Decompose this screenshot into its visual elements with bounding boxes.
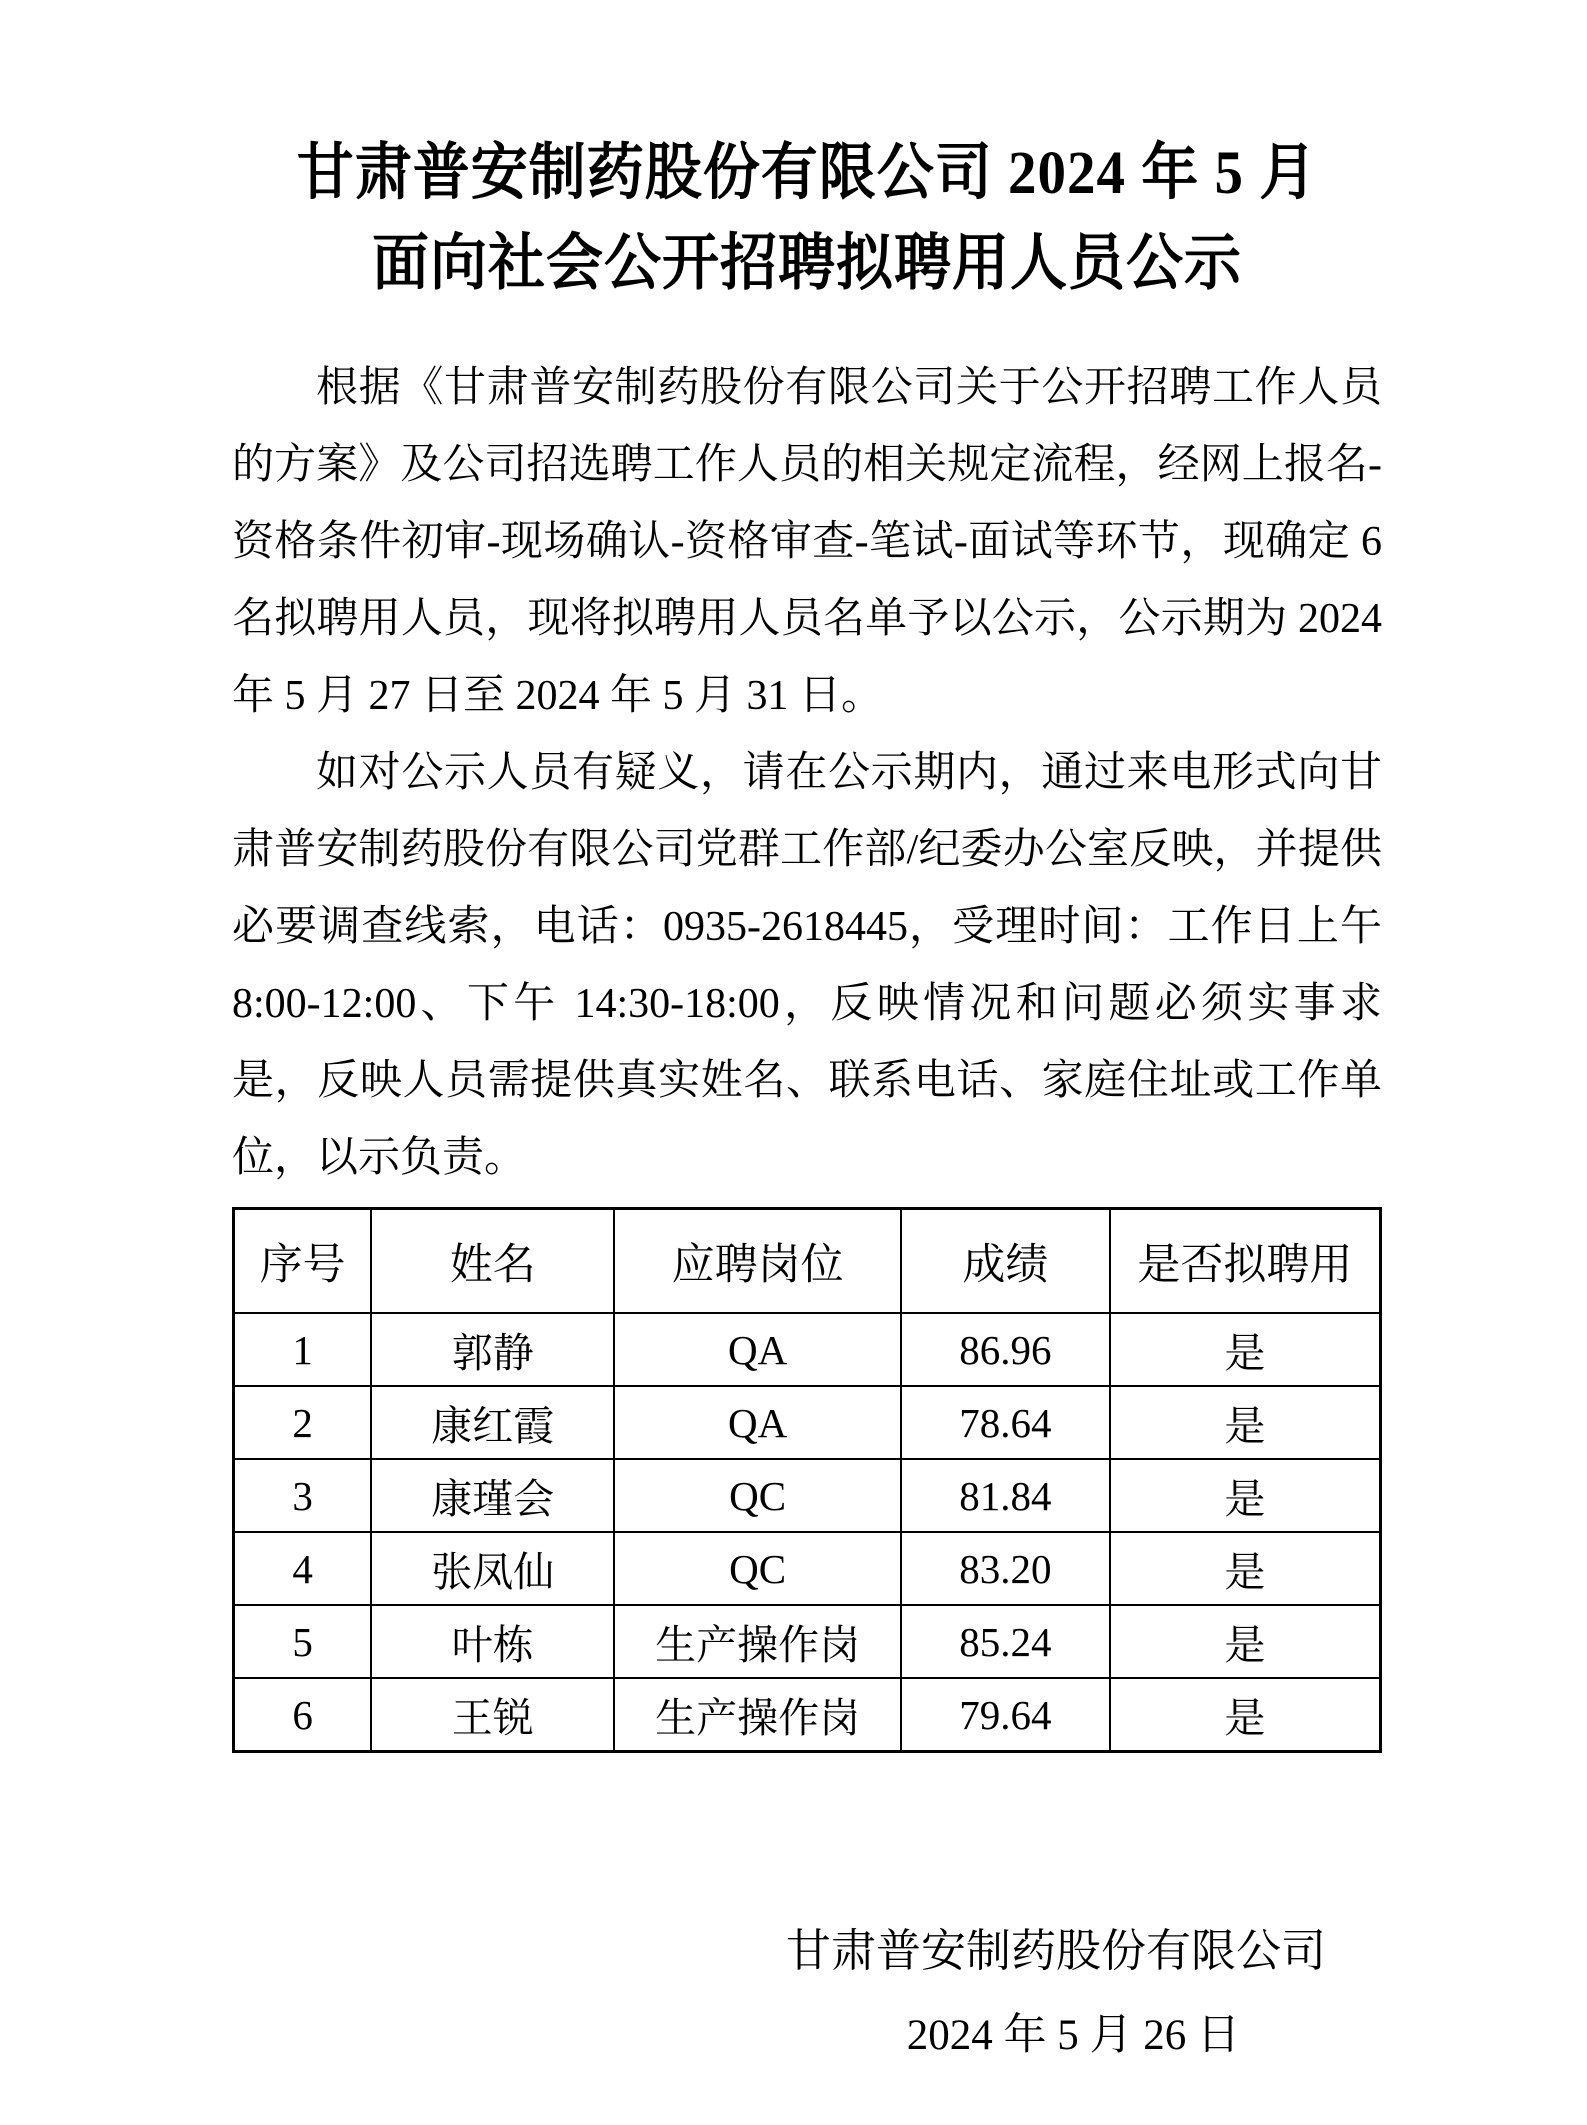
table-cell: QC bbox=[614, 1459, 901, 1532]
table-cell: 1 bbox=[234, 1313, 372, 1386]
table-row bbox=[234, 1678, 1381, 1752]
table-cell: 康红霞 bbox=[371, 1386, 614, 1459]
document-title bbox=[232, 128, 1382, 309]
table-row bbox=[234, 1313, 1381, 1386]
table-cell: 是 bbox=[1110, 1532, 1381, 1605]
paragraph-recruitment-process: 根据《甘肃普安制药股份有限公司关于公开招聘工作人员的方案》及公司招选聘工作人员的相关规定流程，经网上报名-资格条件初审-现场确认-资格审查-笔试-面试等环节，现确定 6 名拟聘用人员，现将拟聘用人员名单予以公示，公示期为 2024 年 5 月 27 日至 2024 年 5 月 31 日。 bbox=[232, 365, 1382, 719]
table-header-cell: 序号 bbox=[234, 1209, 372, 1314]
table-cell: 3 bbox=[234, 1459, 372, 1532]
signature-block bbox=[232, 1925, 1382, 2061]
table-cell: 是 bbox=[1110, 1678, 1381, 1752]
table-header-cell: 成绩 bbox=[901, 1209, 1110, 1314]
table-cell: 生产操作岗 bbox=[614, 1678, 901, 1752]
table-cell: 叶栋 bbox=[371, 1605, 614, 1678]
table-row bbox=[234, 1386, 1381, 1459]
table-cell: 是 bbox=[1110, 1605, 1381, 1678]
table-cell: 郭静 bbox=[371, 1313, 614, 1386]
table-cell: 是 bbox=[1110, 1459, 1381, 1532]
table-cell: 生产操作岗 bbox=[614, 1605, 901, 1678]
table-header-row bbox=[234, 1209, 1381, 1314]
table-header-cell: 是否拟聘用 bbox=[1110, 1209, 1381, 1314]
title-line-1: 甘肃普安制药股份有限公司 2024 年 5 月 bbox=[296, 138, 1318, 207]
table-cell: 王锐 bbox=[371, 1678, 614, 1752]
table-cell: 张凤仙 bbox=[371, 1532, 614, 1605]
table-row bbox=[234, 1605, 1381, 1678]
table-cell: 4 bbox=[234, 1532, 372, 1605]
signature-date: 2024 年 5 月 26 日 bbox=[906, 2012, 1240, 2059]
table-cell: 85.24 bbox=[901, 1605, 1110, 1678]
table-row bbox=[234, 1532, 1381, 1605]
signature-company: 甘肃普安制药股份有限公司 bbox=[785, 1926, 1326, 1976]
candidates-table-body bbox=[234, 1313, 1381, 1752]
table-cell: 79.64 bbox=[901, 1678, 1110, 1752]
table-cell: 是 bbox=[1110, 1386, 1381, 1459]
table-cell: 81.84 bbox=[901, 1459, 1110, 1532]
table-cell: 是 bbox=[1110, 1313, 1381, 1386]
table-header-cell: 应聘岗位 bbox=[614, 1209, 901, 1314]
table-cell: 86.96 bbox=[901, 1313, 1110, 1386]
table-row bbox=[234, 1459, 1381, 1532]
table-cell: 6 bbox=[234, 1678, 372, 1752]
table-cell: 康瑾会 bbox=[371, 1459, 614, 1532]
title-line-2: 面向社会公开招聘拟聘用人员公示 bbox=[372, 229, 1242, 298]
table-cell: 5 bbox=[234, 1605, 372, 1678]
table-cell: QA bbox=[614, 1313, 901, 1386]
table-header-cell: 姓名 bbox=[371, 1209, 614, 1314]
table-cell: QA bbox=[614, 1386, 901, 1459]
candidates-table bbox=[232, 1207, 1382, 1753]
candidates-table-header bbox=[234, 1209, 1381, 1314]
document-body bbox=[232, 350, 1382, 1197]
table-cell: 78.64 bbox=[901, 1386, 1110, 1459]
table-cell: 2 bbox=[234, 1386, 372, 1459]
table-cell: 83.20 bbox=[901, 1532, 1110, 1605]
table-cell: QC bbox=[614, 1532, 901, 1605]
paragraph-objection-contact: 如对公示人员有疑义，请在公示期内，通过来电形式向甘肃普安制药股份有限公司党群工作部/纪委办公室反映，并提供必要调查线索，电话：0935-2618445，受理时间：工作日上午 8:00-12:00、下午 14:30-18:00，反映情况和问题必须实事求是，反映人员需提供真实姓名、联系电话、家庭住址或工作单位，以示负责。 bbox=[232, 750, 1382, 1181]
